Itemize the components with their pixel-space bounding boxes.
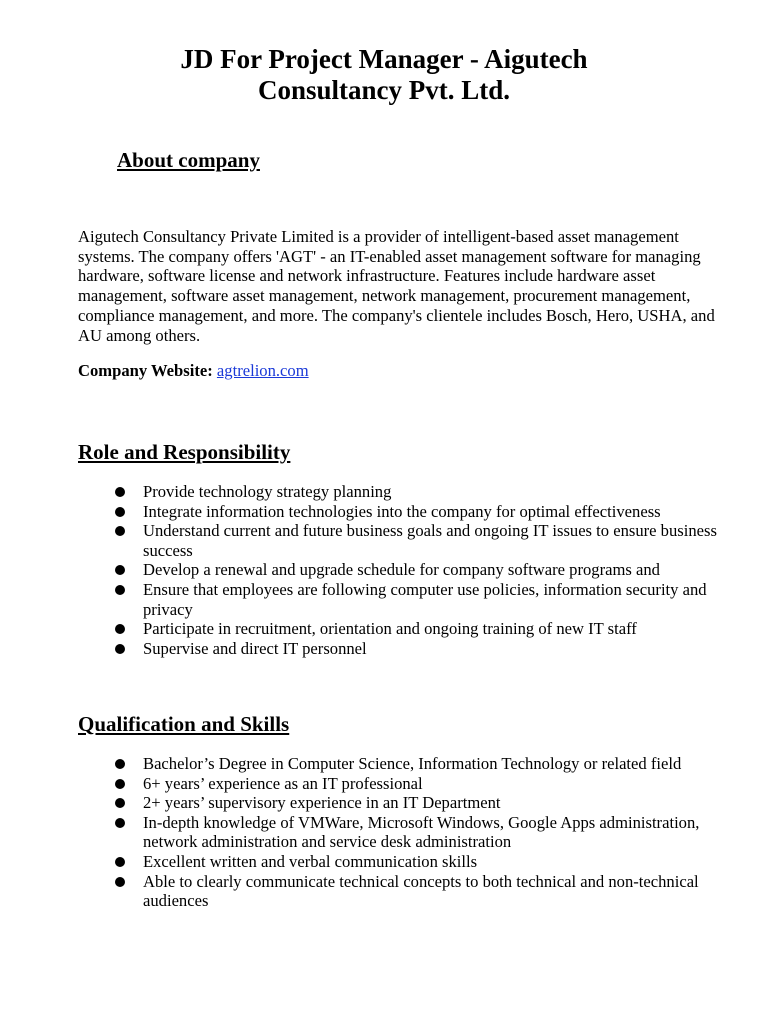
company-website-link[interactable]: agtrelion.com xyxy=(216,361,309,380)
qualification-skills-heading: Qualification and Skills xyxy=(78,712,290,736)
list-item-text: Able to clearly communicate technical concepts to both technical and non-technical audiences xyxy=(143,871,699,911)
list-item xyxy=(114,482,724,502)
bullet-icon xyxy=(115,818,125,828)
list-item xyxy=(114,619,724,639)
bullet-icon xyxy=(115,798,125,808)
bullet-icon xyxy=(115,759,125,769)
page-title-line-1: JD For Project Manager - Aigutech xyxy=(180,44,588,74)
bullet-icon xyxy=(115,526,125,536)
list-item-text: 6+ years’ experience as an IT professional xyxy=(143,773,423,793)
list-item-text: Participate in recruitment, orientation and ongoing training of new IT staff xyxy=(143,619,637,639)
list-item-text: Ensure that employees are following computer use policies, information security and privacy xyxy=(143,579,707,619)
list-item xyxy=(114,793,724,813)
list-item-text: Integrate information technologies into the company for optimal effectiveness xyxy=(143,501,661,521)
list-item-text: Develop a renewal and upgrade schedule for company software programs and xyxy=(143,560,660,580)
page-title xyxy=(0,44,768,106)
bullet-icon xyxy=(115,507,125,517)
bullet-icon xyxy=(115,877,125,887)
list-item-text: In-depth knowledge of VMWare, Microsoft Windows, Google Apps administration, network administration and service desk administration xyxy=(143,812,700,852)
list-item-text: Excellent written and verbal communication skills xyxy=(143,851,478,871)
list-item xyxy=(114,580,724,619)
page-title-line-2: Consultancy Pvt. Ltd. xyxy=(257,75,511,105)
list-item xyxy=(114,502,724,522)
list-item xyxy=(114,813,724,852)
list-item-text: Supervise and direct IT personnel xyxy=(143,638,367,658)
qualification-skills-list xyxy=(114,754,724,911)
list-item-text: Understand current and future business goals and ongoing IT issues to ensure business success xyxy=(143,521,717,560)
bullet-icon xyxy=(115,644,125,654)
bullet-icon xyxy=(115,487,125,497)
about-company-paragraph: Aigutech Consultancy Private Limited is a provider of intelligent-based asset management systems. The company offers 'AGT' - an IT-enabled asset management software for managing hardware, software license and network infrastructure. Features include hardware asset management, software asset management, network management, procurement management, compliance management, and more. The company's clientele includes Bosch, Hero, USHA, and AU among others. xyxy=(78,227,715,345)
list-item xyxy=(114,872,724,911)
bullet-icon xyxy=(115,779,125,789)
role-responsibility-list xyxy=(114,482,724,658)
bullet-icon xyxy=(115,857,125,867)
list-item-text: 2+ years’ supervisory experience in an IT Department xyxy=(143,793,501,813)
list-item-text: Provide technology strategy planning xyxy=(143,482,392,501)
company-website xyxy=(78,361,309,381)
list-item xyxy=(114,560,724,580)
list-item xyxy=(114,521,724,560)
company-website-label: Company Website: xyxy=(78,361,213,380)
list-item xyxy=(114,639,724,659)
role-responsibility-heading: Role and Responsibility xyxy=(78,440,291,464)
bullet-icon xyxy=(115,585,125,595)
bullet-icon xyxy=(115,624,125,634)
bullet-icon xyxy=(115,565,125,575)
about-company-heading: About company xyxy=(117,148,260,172)
list-item xyxy=(114,774,724,794)
list-item-text: Bachelor’s Degree in Computer Science, Information Technology or related field xyxy=(143,754,682,773)
list-item xyxy=(114,754,724,774)
list-item xyxy=(114,852,724,872)
